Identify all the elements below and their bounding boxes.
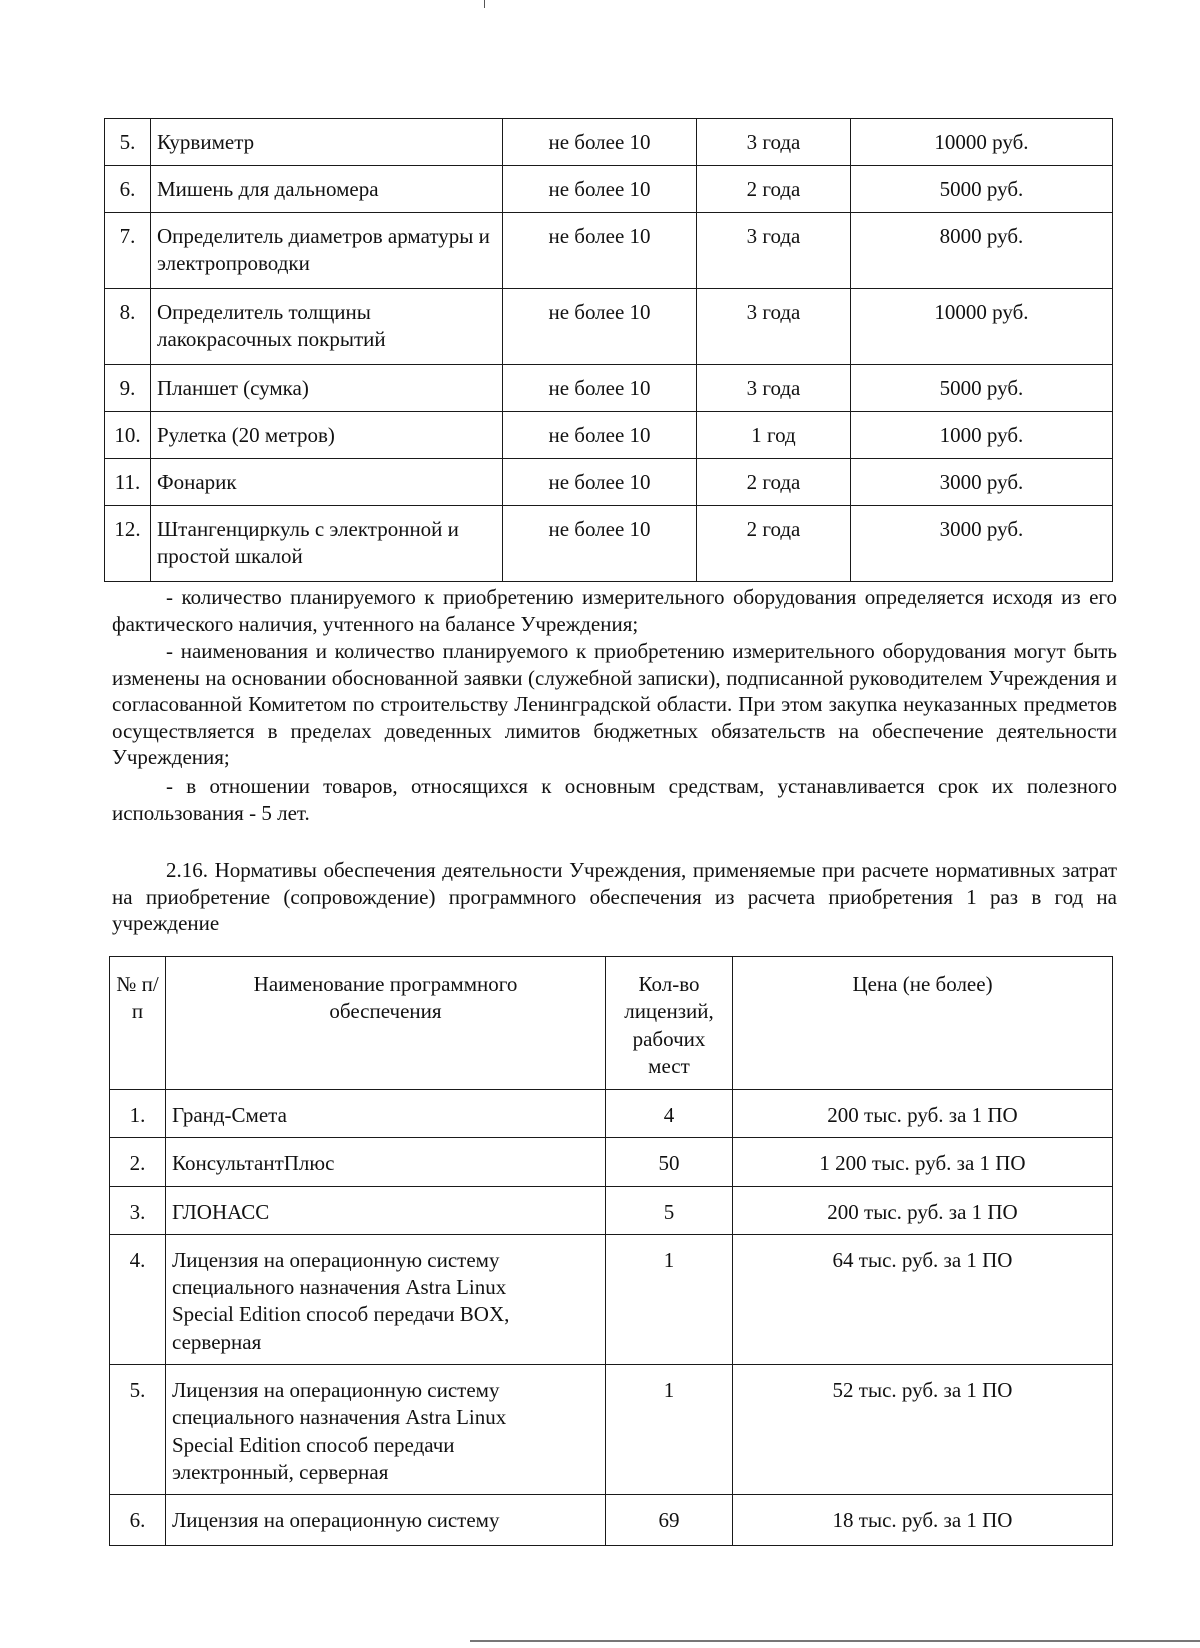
row-number: 1. xyxy=(110,1090,166,1138)
header-price: Цена (не более) xyxy=(733,957,1113,1090)
row-number: 5. xyxy=(105,119,151,166)
item-price: 8000 руб. xyxy=(851,213,1113,289)
item-term: 2 года xyxy=(697,506,851,582)
license-count: 1 xyxy=(606,1234,733,1364)
row-number: 11. xyxy=(105,459,151,506)
item-term: 2 года xyxy=(697,166,851,213)
software-price: 18 тыс. руб. за 1 ПО xyxy=(733,1495,1113,1546)
table-row xyxy=(105,119,1113,166)
item-price: 1000 руб. xyxy=(851,412,1113,459)
license-count: 50 xyxy=(606,1138,733,1186)
item-price: 5000 руб. xyxy=(851,365,1113,412)
row-number: 10. xyxy=(105,412,151,459)
item-name: Курвиметр xyxy=(151,119,503,166)
software-name: ГЛОНАСС xyxy=(166,1186,606,1234)
table-row xyxy=(110,1138,1113,1186)
item-name: Определитель толщины лакокрасочных покрытий xyxy=(151,289,503,365)
item-price: 5000 руб. xyxy=(851,166,1113,213)
item-term: 3 года xyxy=(697,213,851,289)
row-number: 5. xyxy=(110,1365,166,1495)
item-name: Определитель диаметров арматуры и электропроводки xyxy=(151,213,503,289)
section-text: 2.16. Нормативы обеспечения деятельности Учреждения, применяемые при расчете нормативных затрат на приобретение (сопровождение) программного обеспечения из расчета приобретения 1 раз в год на учреждение xyxy=(112,858,1117,935)
item-name: Фонарик xyxy=(151,459,503,506)
item-quantity: не более 10 xyxy=(503,365,697,412)
header-name: Наименование программного обеспечения xyxy=(166,957,606,1090)
software-price: 52 тыс. руб. за 1 ПО xyxy=(733,1365,1113,1495)
license-count: 1 xyxy=(606,1365,733,1495)
row-number: 9. xyxy=(105,365,151,412)
note-paragraph xyxy=(112,773,1117,826)
row-number: 7. xyxy=(105,213,151,289)
scan-artifact xyxy=(484,0,485,8)
software-name: КонсультантПлюс xyxy=(166,1138,606,1186)
header-num: № п/п xyxy=(110,957,166,1090)
table-row xyxy=(110,1495,1113,1546)
item-price: 3000 руб. xyxy=(851,459,1113,506)
row-number: 8. xyxy=(105,289,151,365)
note-text: - количество планируемого к приобретению измерительного оборудования определяется исходя из его фактического наличия, учтенного на балансе Учреждения; xyxy=(112,585,1117,636)
item-term: 3 года xyxy=(697,289,851,365)
table-row xyxy=(105,506,1113,582)
item-term: 3 года xyxy=(697,119,851,166)
item-term: 3 года xyxy=(697,365,851,412)
item-name: Планшет (сумка) xyxy=(151,365,503,412)
row-number: 4. xyxy=(110,1234,166,1364)
license-count: 4 xyxy=(606,1090,733,1138)
item-price: 10000 руб. xyxy=(851,289,1113,365)
table-header-row xyxy=(110,957,1113,1090)
row-number: 6. xyxy=(105,166,151,213)
header-licenses: Кол-во лицензий, рабочих мест xyxy=(606,957,733,1090)
item-term: 1 год xyxy=(697,412,851,459)
table-row xyxy=(105,365,1113,412)
software-price: 64 тыс. руб. за 1 ПО xyxy=(733,1234,1113,1364)
note-text: - в отношении товаров, относящихся к основным средствам, устанавливается срок их полезного использования - 5 лет. xyxy=(112,774,1117,825)
item-quantity: не более 10 xyxy=(503,213,697,289)
item-quantity: не более 10 xyxy=(503,412,697,459)
software-name: Гранд-Смета xyxy=(166,1090,606,1138)
license-count: 5 xyxy=(606,1186,733,1234)
item-quantity: не более 10 xyxy=(503,166,697,213)
item-quantity: не более 10 xyxy=(503,119,697,166)
software-name: Лицензия на операционную систему специального назначения Astra Linux Special Edition способ передачи электронный, серверная xyxy=(166,1365,606,1495)
section-paragraph xyxy=(112,857,1117,937)
item-quantity: не более 10 xyxy=(503,289,697,365)
table-row xyxy=(105,459,1113,506)
row-number: 3. xyxy=(110,1186,166,1234)
note-paragraph xyxy=(112,584,1117,637)
table-row xyxy=(105,166,1113,213)
note-paragraph xyxy=(112,638,1117,771)
row-number: 2. xyxy=(110,1138,166,1186)
table-row xyxy=(110,1090,1113,1138)
table-row xyxy=(105,412,1113,459)
row-number: 12. xyxy=(105,506,151,582)
item-price: 3000 руб. xyxy=(851,506,1113,582)
table-row xyxy=(110,1365,1113,1495)
software-table xyxy=(109,956,1113,1546)
item-quantity: не более 10 xyxy=(503,506,697,582)
table-row xyxy=(105,213,1113,289)
software-price: 200 тыс. руб. за 1 ПО xyxy=(733,1090,1113,1138)
row-number: 6. xyxy=(110,1495,166,1546)
item-name: Рулетка (20 метров) xyxy=(151,412,503,459)
note-text: - наименования и количество планируемого к приобретению измерительного оборудования могут быть изменены на основании обоснованной заявки (служебной записки), подписанной руководителем Учреждения и согласованной Комитетом по строительству Ленинградской области. При этом закупка неуказанных предметов осуществляется в пределах доведенных лимитов бюджетных обязательств на обеспечение деятельности Учреждения; xyxy=(112,639,1117,769)
table-row xyxy=(110,1186,1113,1234)
table-row xyxy=(110,1234,1113,1364)
scan-artifact xyxy=(470,1640,1200,1642)
item-name: Мишень для дальномера xyxy=(151,166,503,213)
software-name: Лицензия на операционную систему специального назначения Astra Linux Special Edition способ передачи BOX, серверная xyxy=(166,1234,606,1364)
table-row xyxy=(105,289,1113,365)
item-price: 10000 руб. xyxy=(851,119,1113,166)
equipment-table xyxy=(104,118,1113,582)
software-name: Лицензия на операционную систему xyxy=(166,1495,606,1546)
license-count: 69 xyxy=(606,1495,733,1546)
item-name: Штангенциркуль с электронной и простой шкалой xyxy=(151,506,503,582)
item-term: 2 года xyxy=(697,459,851,506)
software-price: 1 200 тыс. руб. за 1 ПО xyxy=(733,1138,1113,1186)
item-quantity: не более 10 xyxy=(503,459,697,506)
software-price: 200 тыс. руб. за 1 ПО xyxy=(733,1186,1113,1234)
